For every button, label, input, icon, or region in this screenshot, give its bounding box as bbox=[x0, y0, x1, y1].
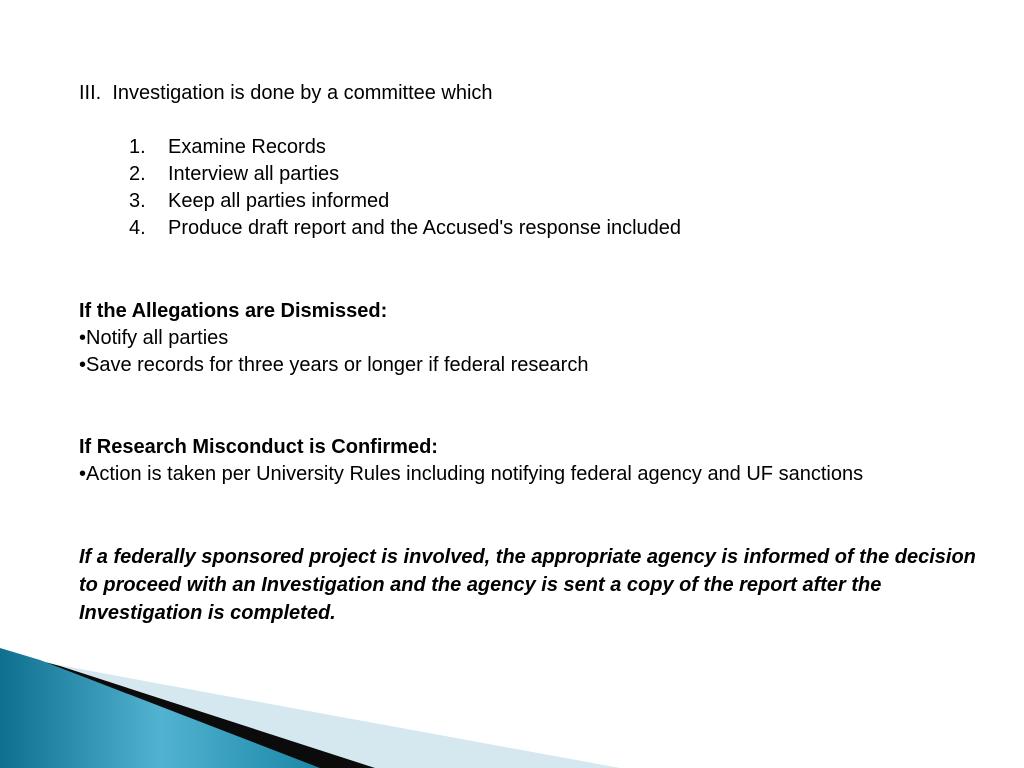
bullet-item: •Notify all parties bbox=[79, 327, 229, 349]
list-item-text: Keep all parties informed bbox=[168, 190, 390, 212]
list-item bbox=[129, 188, 999, 215]
list-item-text: Interview all parties bbox=[168, 163, 340, 185]
list-item-text: Examine Records bbox=[168, 136, 326, 158]
federal-note: If a federally sponsored project is involved, the appropriate agency is informed of the decision to proceed with an Investigation and the agency is sent a copy of the report after the Investigation is completed. bbox=[79, 546, 976, 624]
investigation-heading bbox=[79, 80, 999, 107]
committee-steps-list bbox=[129, 134, 999, 242]
investigation-heading-text: Investigation is done by a committee which bbox=[112, 82, 493, 104]
roman-numeral: III. bbox=[79, 82, 102, 104]
bullet-item: •Action is taken per University Rules including notifying federal agency and UF sanctions bbox=[79, 463, 864, 485]
confirmed-section bbox=[79, 434, 863, 488]
list-number: 1. bbox=[129, 136, 146, 158]
list-number: 4. bbox=[129, 217, 146, 239]
list-item-text: Produce draft report and the Accused's response included bbox=[168, 217, 682, 239]
investigation-section bbox=[79, 80, 999, 242]
confirmed-title: If Research Misconduct is Confirmed: bbox=[79, 436, 438, 458]
dismissed-section bbox=[79, 298, 588, 379]
list-number: 2. bbox=[129, 163, 146, 185]
list-item bbox=[129, 161, 999, 188]
list-number: 3. bbox=[129, 190, 146, 212]
list-item bbox=[129, 215, 999, 242]
list-item bbox=[129, 134, 999, 161]
decorative-corner-graphic bbox=[0, 640, 1024, 768]
bullet-item: •Save records for three years or longer if federal research bbox=[79, 354, 589, 376]
dismissed-title: If the Allegations are Dismissed: bbox=[79, 300, 388, 322]
